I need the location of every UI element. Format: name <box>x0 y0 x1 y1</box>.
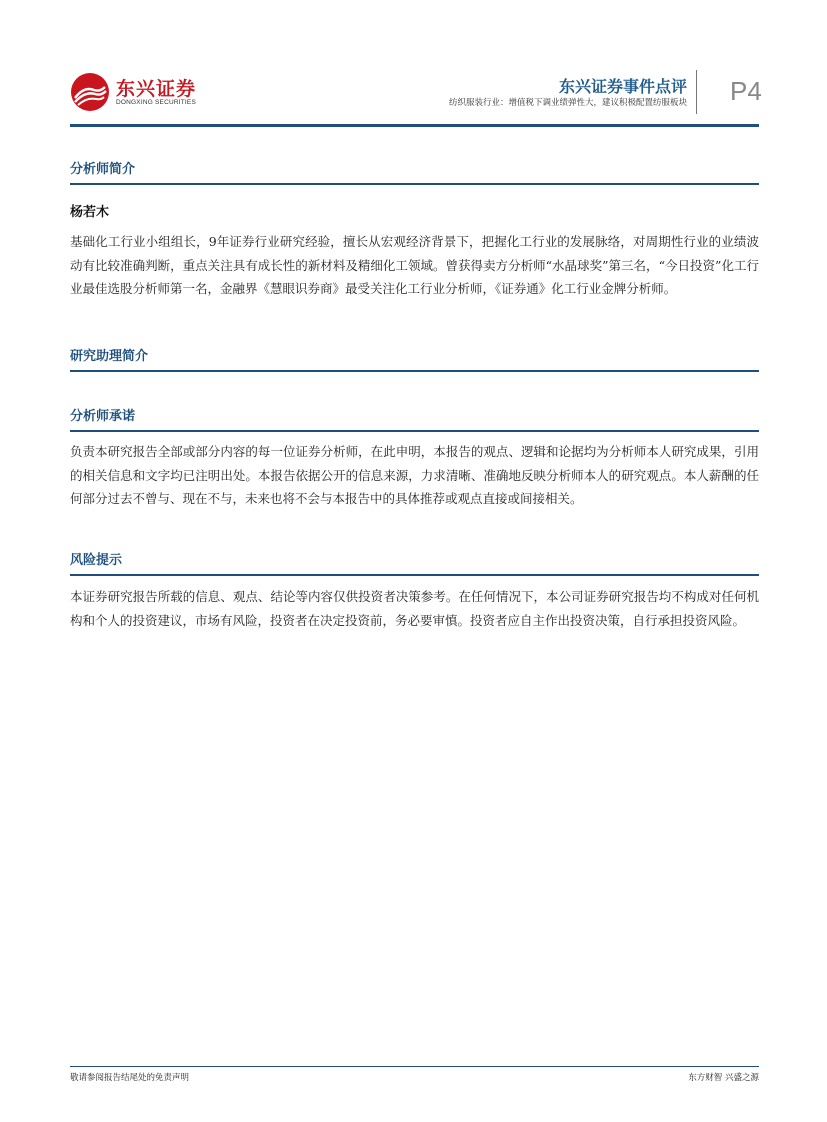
analyst-name: 杨若木 <box>70 205 110 220</box>
commitment-text: 负责本研究报告全部或部分内容的每一位证券分析师，在此申明，本报告的观点、逻辑和论据均为分析师本人研究成果，引用的相关信息和文字均已注明出处。本报告依据公开的信息来源，力求清晰、准确地反映分析师本人的研究观点。本人薪酬的任何部分过去不曾与、现在不与，未来也将不会与本报告中的具体推荐或观点直接或间接相关。 <box>70 444 759 506</box>
section-risk <box>70 551 759 576</box>
analyst-name-block <box>70 201 759 220</box>
section-title: 风险提示 <box>70 553 123 568</box>
footer-slogan: 东方财智 兴盛之源 <box>688 1073 759 1083</box>
dongxing-logo-icon <box>70 72 110 112</box>
risk-text-block <box>70 585 759 632</box>
report-type-title: 东兴证券事件点评 <box>558 77 687 96</box>
header-rule <box>70 124 759 127</box>
section-analyst-intro <box>70 160 759 185</box>
risk-text: 本证券研究报告所载的信息、观点、结论等内容仅供投资者决策参考。在任何情况下，本公司证券研究报告均不构成对任何机构和个人的投资建议，市场有风险，投资者在决定投资前，务必要审慎。投资者应自主作出投资决策，自行承担投资风险。 <box>70 589 759 628</box>
section-title: 研究助理简介 <box>70 349 149 364</box>
footer-disclaimer-note: 敬请参阅报告结尾处的免责声明 <box>70 1073 190 1083</box>
logo-name-cn: 东兴证券 <box>116 78 197 100</box>
report-subtitle: 纺织服装行业：增值税下调业绩弹性大，建议积极配置纺服板块 <box>448 98 687 108</box>
section-title: 分析师承诺 <box>70 409 136 424</box>
section-rule <box>70 430 759 432</box>
section-commitment <box>70 407 759 432</box>
section-rule <box>70 183 759 185</box>
section-rule <box>70 370 759 372</box>
footer-rule <box>70 1066 759 1067</box>
section-title: 分析师简介 <box>70 162 136 177</box>
logo-name-en: DONGXING SECURITIES <box>116 99 197 106</box>
section-rule <box>70 574 759 576</box>
company-logo <box>70 72 210 112</box>
analyst-bio: 基础化工行业小组组长，9年证券行业研究经验，擅长从宏观经济背景下，把握化工行业的发展脉络，对周期性行业的业绩波动有比较准确判断，重点关注具有成长性的新材料及精细化工领域。曾获得卖方分析师“水晶球奖”第三名，“今日投资”化工行业最佳选股分析师第一名，金融界《慧眼识券商》最受关注化工行业分析师，《证券通》化工行业金牌分析师。 <box>70 234 759 296</box>
analyst-bio-block <box>70 230 759 301</box>
page-number: P4 <box>730 76 762 106</box>
header-divider <box>696 70 697 114</box>
section-assistant-intro <box>70 347 759 372</box>
commitment-text-block <box>70 440 759 511</box>
